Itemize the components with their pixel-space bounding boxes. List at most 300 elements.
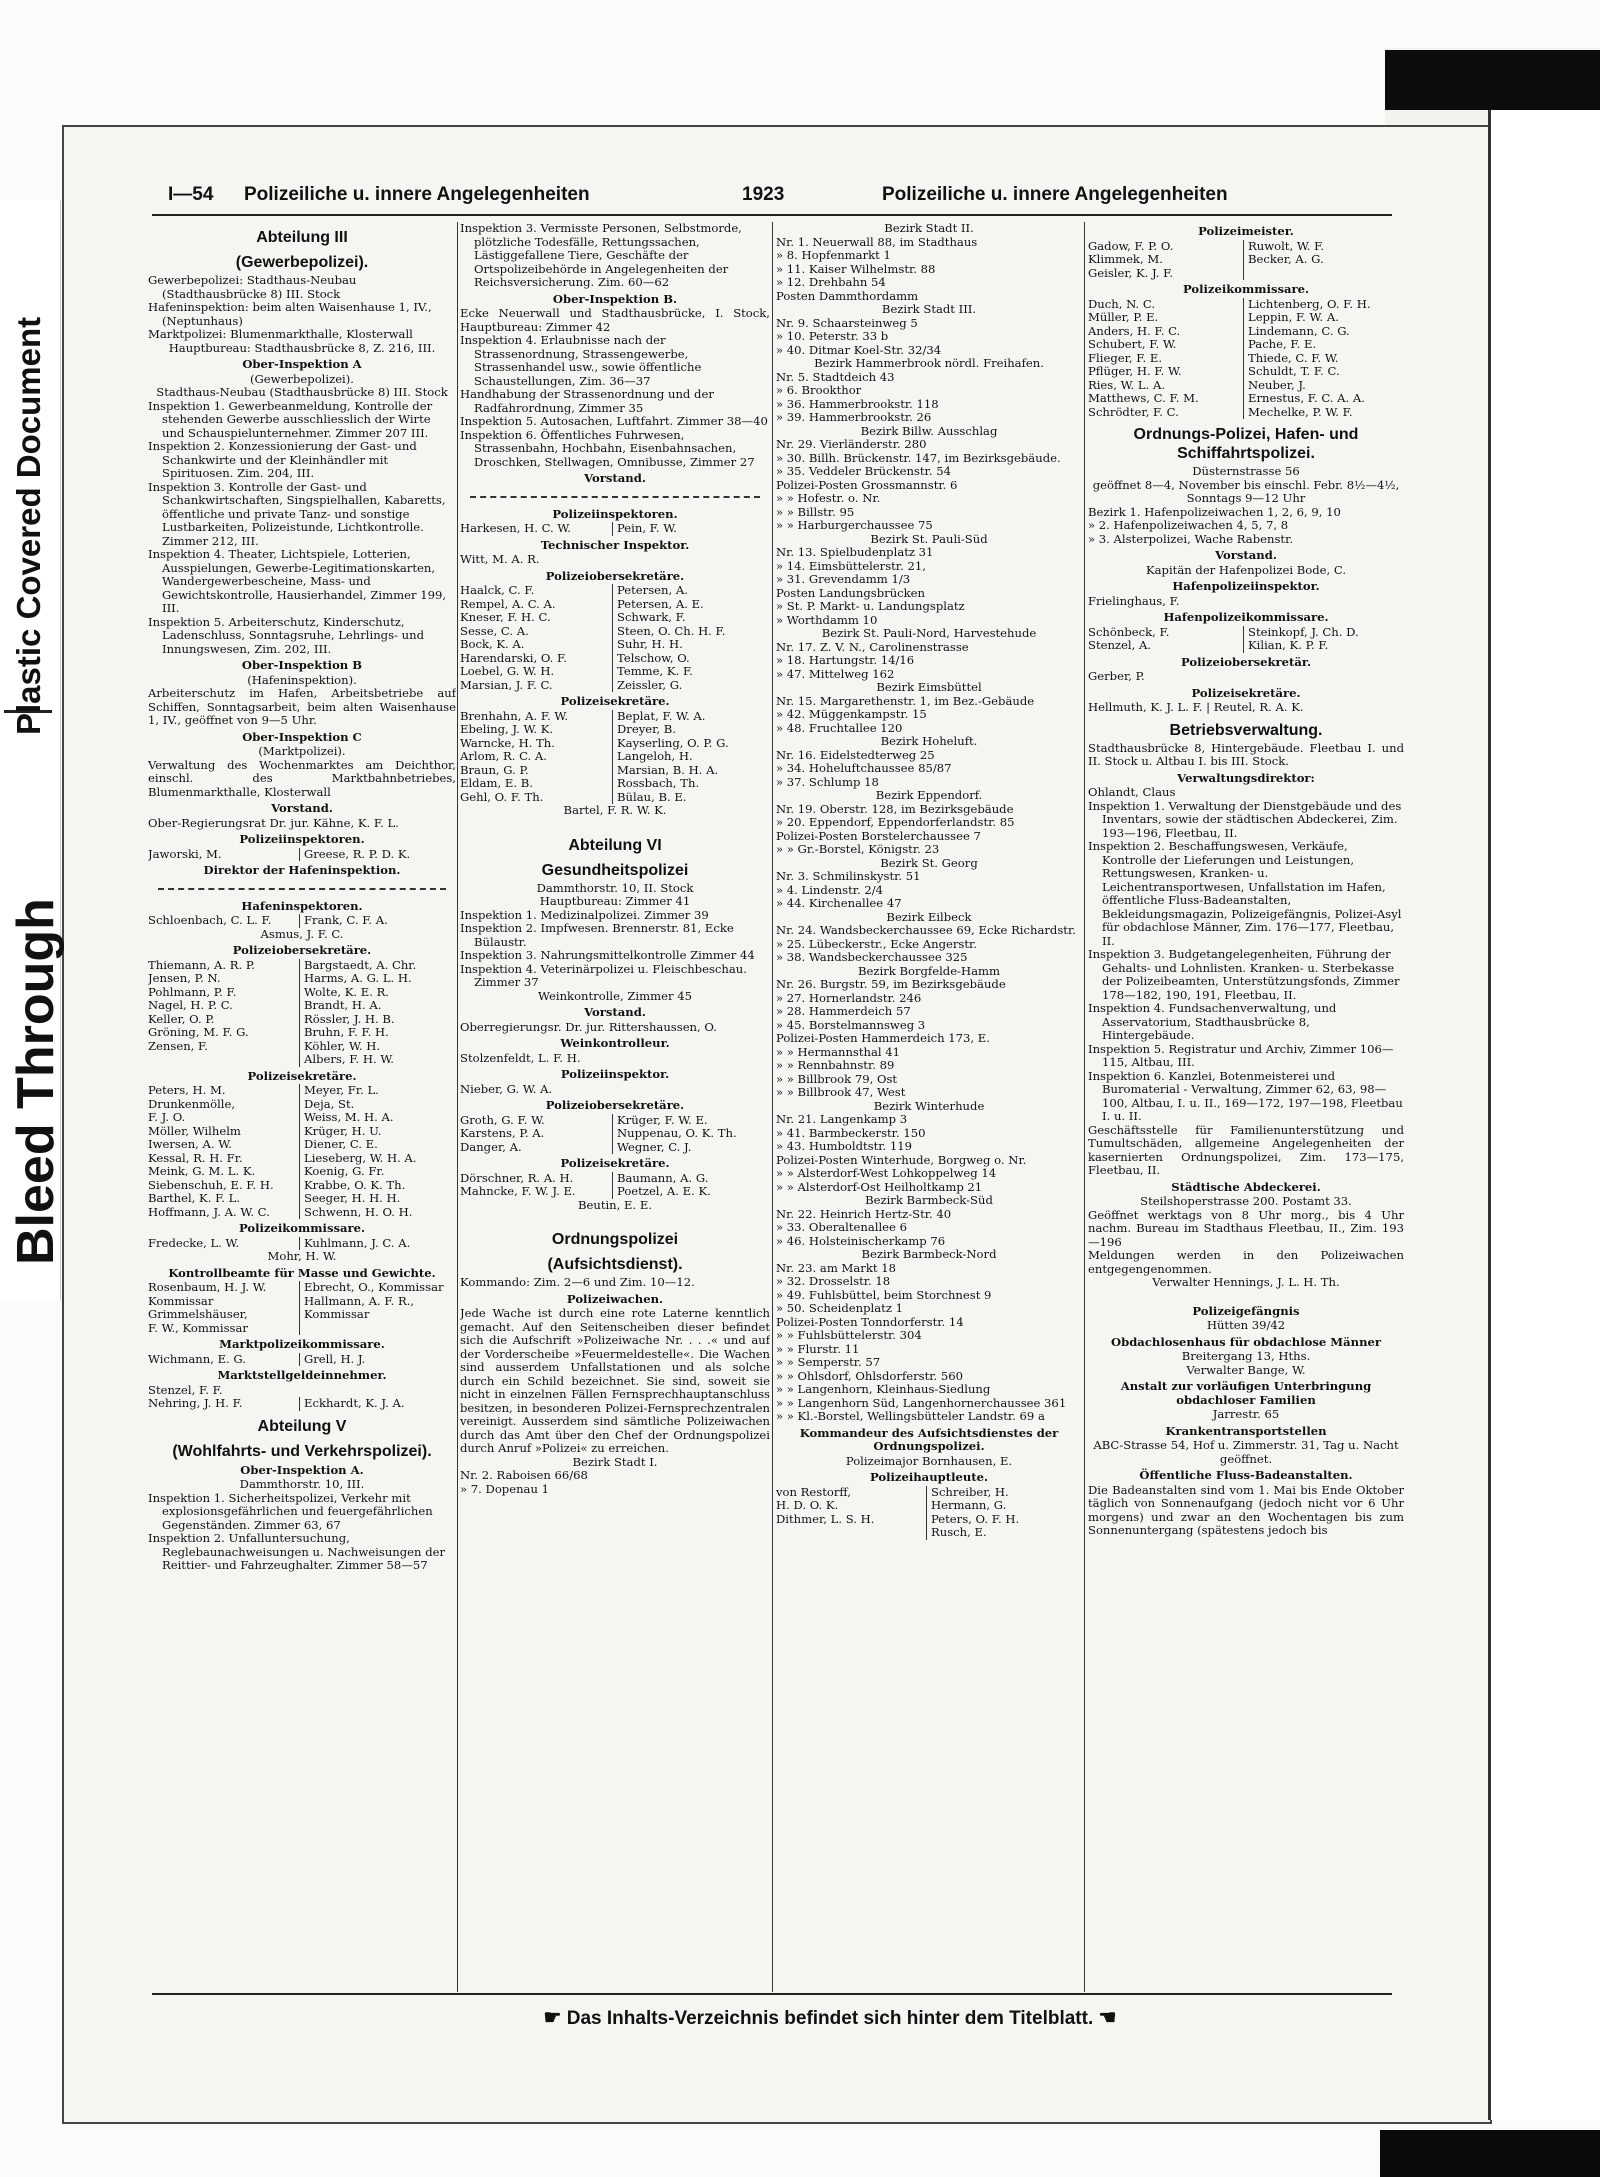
- inspection-entry: Inspektion 2. Impfwesen. Brennerstr. 81, Ecke Bülaustr.: [460, 921, 734, 949]
- inspection-entry: Inspektion 2. Unfalluntersuchung, Reglebaunachweisungen u. Nachweisungen der Reittier- und Fahrzeughalter. Zimmer 58—57: [148, 1531, 446, 1572]
- text-line: » 32. Drosselstr. 18: [776, 1274, 891, 1288]
- name-list-column: [460, 1114, 613, 1155]
- name-entry: Gadow, F. P. O.: [1088, 238, 1174, 253]
- section-heading: Verwaltungsdirektor:: [1177, 770, 1315, 785]
- name-entry: Müller, P. E.: [1088, 310, 1159, 324]
- name-entry: Karstens, P. A.: [460, 1126, 545, 1140]
- section-heading: Technischer Inspektor.: [540, 537, 690, 552]
- section-heading: Städtische Abdeckerei.: [1171, 1179, 1321, 1194]
- section-title: (Aufsichtsdienst).: [547, 1256, 683, 1273]
- name-entry: F. W., Kommissar: [148, 1320, 248, 1335]
- section-heading: Polizeigefängnis: [1192, 1303, 1300, 1318]
- name-entry: Frank, C. F. A.: [304, 913, 388, 927]
- centered-line: Breitergang 13, Hths.: [1181, 1349, 1311, 1363]
- centered-line: Bezirk Eppendorf.: [875, 788, 983, 802]
- name-entry: Danger, A.: [460, 1139, 522, 1154]
- name-entry: Kommissar: [304, 1307, 370, 1321]
- name-list: [148, 848, 456, 862]
- name-entry: Thiede, C. F. W.: [1248, 350, 1339, 365]
- name-entry: Koenig, G. Fr.: [304, 1164, 385, 1178]
- section-heading: Polizeisekretäre.: [560, 1156, 670, 1170]
- section-heading: Polizeiinspektor.: [560, 1067, 670, 1081]
- name-list: [1088, 626, 1404, 653]
- text-line: » 14. Eimsbüttelerstr. 21,: [776, 558, 926, 573]
- column-2: [460, 222, 770, 1992]
- name-entry: Kneser, F. H. C.: [460, 610, 551, 624]
- name-entry: Harkesen, H. C. W.: [460, 521, 571, 535]
- centered-line: Bezirk Stadt I.: [572, 1454, 658, 1469]
- name-entry: Zeissler, G.: [617, 677, 683, 692]
- section-title: Betriebsverwaltung.: [1169, 721, 1323, 739]
- column-1: [148, 222, 456, 1992]
- paragraph: Geöffnet werktags von 8 Uhr morg., bis 4 Uhr nachm. Bureau im Stadthaus Fleetbau, II., Zim. 193—196: [1088, 1207, 1404, 1249]
- name-entry: Rempel, A. C. A.: [460, 596, 556, 611]
- name-list: [148, 1353, 456, 1367]
- name-entry: Greese, R. P. D. K.: [304, 846, 411, 861]
- name-entry: Pache, F. E.: [1248, 337, 1317, 351]
- name-entry: Meyer, Fr. L.: [304, 1083, 379, 1097]
- text-line: » » Hermannsthal 41: [776, 1044, 901, 1059]
- name-entry: Wichmann, E. G.: [148, 1351, 246, 1366]
- paragraph: Die Badeanstalten sind vom 1. Mai bis Ende Oktober täglich von Sonnenaufgang (jedoch nicht vor 6 Uhr morgens) und zwar an den Wochentagen bis zum Sonnenuntergang (spätestens jedoch bis: [1088, 1482, 1404, 1537]
- name-entry: Steinkopf, J. Ch. D.: [1248, 624, 1359, 639]
- name-entry: Brandt, H. A.: [304, 998, 382, 1012]
- text-line: » » Semperstr. 57: [776, 1355, 881, 1369]
- section-heading: Polizeihauptleute.: [869, 1470, 989, 1484]
- name-entry: Langeloh, H.: [617, 749, 693, 763]
- name-entry: Nuppenau, O. K. Th.: [617, 1126, 737, 1140]
- text-line: » » Langenhorn, Kleinhaus-Siedlung: [776, 1382, 991, 1396]
- name-entry: Bargstaedt, A. Chr.: [304, 957, 417, 972]
- section-heading: Polizeikommissare.: [238, 1221, 366, 1235]
- text-line: Nr. 15. Margarethenstr. 1, im Bez.-Gebäude: [776, 693, 1035, 708]
- text-line: » 41. Barmbeckerstr. 150: [776, 1125, 926, 1140]
- name-entry: Baumann, A. G.: [617, 1170, 709, 1185]
- text-line: » » Billstr. 95: [776, 504, 855, 519]
- inspection-entry: Inspektion 1. Medizinalpolizei. Zimmer 39: [460, 907, 709, 922]
- paragraph: Meldungen werden in den Polizeiwachen entgegengenommen.: [1088, 1248, 1404, 1276]
- text-line: » 47. Mittelweg 162: [776, 666, 895, 681]
- inspection-entry: Inspektion 2. Beschaffungswesen, Verkäufe, Kontrolle der Lieferungen und Leistungen, Rettungswesen, Kranken- u. Leichentransportwesen, Unfallstation im Hafen, öffentliche Fluss-Badeanstalten, Bekleidungsmagazin, Polizeigefängnis, Polizei-Asyl für obdachlose Männer, Zim. 176—177, Fleetbau, II.: [1088, 839, 1402, 948]
- section-heading: Polizeiobersekretär.: [1180, 654, 1311, 669]
- text-line: » 27. Hornerlandstr. 246: [776, 990, 922, 1005]
- column-divider: [772, 222, 773, 1992]
- centered-line: Weinkontrolle, Zimmer 45: [538, 988, 692, 1003]
- plastic-covered-label: Plastic Covered Document: [10, 316, 47, 735]
- text-line: » » Kl.-Borstel, Wellingsbütteler Landstr. 69 a: [776, 1409, 1045, 1423]
- inspection-entry: Inspektion 3. Vermisste Personen, Selbstmorde, plötzliche Todesfälle, Rettungssachen, Lästiggefallene Tiere, Geschäfte der Ortspolizeibehörde in Angelegenheiten der Reichsversicherung. Zim. 60—62: [460, 222, 742, 289]
- name-entry: Temme, K. F.: [617, 664, 693, 678]
- section-heading: Polizeiinspektoren.: [239, 832, 365, 846]
- text-line: Polizei-Posten Grossmannstr. 6: [776, 477, 958, 492]
- inspection-entry: Inspektion 2. Konzessionierung der Gast- und Schankwirte und der Kleinhändler mit Spirituosen. Zim. 204, III.: [148, 439, 417, 480]
- text-line: Nr. 17. Z. V. N., Carolinenstrasse: [776, 639, 969, 654]
- centered-line: Bezirk Eimsbüttel: [876, 680, 982, 694]
- centered-line: (Marktpolizei).: [258, 744, 346, 758]
- centered-line: Hauptbureau: Stadthausbrücke 8, Z. 216, III.: [168, 340, 436, 355]
- text-line: » » Hofestr. o. Nr.: [776, 491, 881, 505]
- inspection-entry: Inspektion 4. Fundsachenverwaltung, und Asservatorium, Stadthausbrücke 8, Hintergebäude.: [1088, 1001, 1337, 1042]
- name-entry: Groth, G. F. W.: [460, 1112, 545, 1127]
- section-heading: Obdachlosenhaus für obdachlose Männer: [1111, 1334, 1381, 1349]
- section-title: (Wohlfahrts- und Verkehrspolizei).: [172, 1442, 432, 1460]
- page-footer: [380, 2005, 1280, 2030]
- centered-line: Bezirk Barmbeck-Nord: [861, 1247, 997, 1261]
- name-list: [148, 1237, 456, 1251]
- text-line: Nr. 24. Wandsbeckerchaussee 69, Ecke Richardstr.: [776, 923, 1076, 937]
- section-heading: Krankentransportstellen: [1165, 1423, 1327, 1438]
- name-list-column: [304, 1084, 456, 1219]
- name-entry: Loebel, G. W. H.: [460, 664, 555, 678]
- inspection-entry: Inspektion 5. Registratur und Archiv, Zimmer 106—115, Altbau, III.: [1088, 1041, 1394, 1069]
- name-entry: Zensen, F.: [148, 1038, 208, 1053]
- text-line: Bezirk 1. Hafenpolizeiwachen 1, 2, 6, 9, 10: [1088, 504, 1341, 519]
- header-right-title: Polizeiliche u. innere Angelegenheiten: [882, 184, 1228, 205]
- section-heading: Ober-Inspektion A.: [240, 1462, 364, 1477]
- section-heading: Weinkontrolleur.: [560, 1036, 670, 1050]
- section-heading: Polizeiobersekretäre.: [545, 1098, 685, 1112]
- name-list: [460, 1172, 770, 1199]
- centered-line: Polizeimajor Bornhausen, E.: [845, 1453, 1013, 1468]
- name-list-column: [148, 914, 300, 928]
- text-line: » » Alsterdorf-Ost Heilholtkamp 21: [776, 1179, 983, 1194]
- text-line: Nr. 16. Eidelstedterweg 25: [776, 747, 935, 762]
- centered-line: Verwalter Bange, W.: [1186, 1362, 1306, 1377]
- name-entry: Mechelke, P. W. F.: [1248, 404, 1353, 419]
- name-entry: Pflüger, H. F. W.: [1088, 364, 1182, 378]
- name-entry: Ebeling, J. W. K.: [460, 722, 554, 736]
- text-line: » » Rennbahnstr. 89: [776, 1058, 895, 1072]
- inspection-entry: Inspektion 3. Nahrungsmittelkontrolle Zimmer 44: [460, 948, 755, 962]
- inspection-entry: Inspektion 6. Kanzlei, Botenmeisterei und Buromaterial - Verwaltung, Zimmer 62, 63, 98—100, Altbau, I. u. II., 169—172, 197—198, Fleetbau I. u. II.: [1088, 1068, 1403, 1123]
- centered-line: Bezirk St. Pauli-Süd: [870, 531, 988, 546]
- section-heading: Hafenpolizeiinspektor.: [1172, 579, 1320, 593]
- name-entry: Krüger, H. U.: [304, 1123, 382, 1138]
- name-entry: Gröning, M. F. G.: [148, 1025, 249, 1039]
- name-list-column: [148, 848, 300, 862]
- name-entry: Becker, A. G.: [1248, 252, 1324, 266]
- section-title: Gesundheitspolizei: [541, 861, 689, 879]
- name-list: [148, 1397, 456, 1411]
- name-list-column: [931, 1486, 1082, 1540]
- section-heading: Vorstand.: [584, 471, 646, 485]
- text-line: Nr. 5. Stadtdeich 43: [776, 369, 895, 384]
- name-list: [1088, 240, 1404, 281]
- name-entry: Peters, O. F. H.: [931, 1511, 1020, 1526]
- text-line: » 35. Veddeler Brückenstr. 54: [776, 464, 951, 478]
- name-entry: Bock, K. A.: [460, 637, 525, 651]
- name-entry: Petersen, A. E.: [617, 596, 704, 611]
- name-entry: Ernestus, F. C. A. A.: [1248, 391, 1365, 405]
- section-heading: Marktstellgeldeinnehmer.: [217, 1368, 387, 1382]
- text-line: Frielinghaus, F.: [1088, 593, 1180, 608]
- inspection-entry: Hafeninspektion: beim alten Waisenhause 1, IV., (Neptunhaus): [148, 300, 432, 328]
- text-line: Posten Landungsbrücken: [776, 585, 926, 600]
- text-line: Oberregierungsr. Dr. jur. Rittershaussen, O.: [460, 1019, 717, 1034]
- name-list-column: [617, 1172, 770, 1199]
- name-entry: Pohlmann, P. F.: [148, 984, 237, 999]
- inspection-entry: Inspektion 1. Gewerbeanmeldung, Kontrolle der stehenden Gewerbe ausschliesslich der Wirte und Schauspielunternehmer. Zimmer 207 III.: [148, 398, 433, 440]
- name-entry: Gehl, O. F. Th.: [460, 789, 544, 804]
- name-entry: Anders, H. F. C.: [1088, 323, 1181, 338]
- section-title: Ordnungspolizei: [551, 1231, 679, 1248]
- column-4: [1088, 222, 1404, 1992]
- name-entry: Bruhn, F. F. H.: [304, 1025, 389, 1039]
- inspection-entry: Gewerbepolizei: Stadthaus-Neubau (Stadthausbrücke 8) III. Stock: [148, 273, 357, 301]
- section-heading: Vorstand.: [271, 801, 333, 815]
- name-list-column: [617, 710, 770, 805]
- section-heading: Polizeisekretäre.: [1191, 685, 1301, 700]
- text-line: Polizei-Posten Winterhude, Borgweg o. Nr.: [776, 1152, 1027, 1167]
- centered-line: (Hafeninspektion).: [247, 672, 357, 687]
- centered-line: Bezirk Borgfelde-Hamm: [858, 963, 1000, 978]
- name-entry: Marsian, J. F. C.: [460, 677, 553, 692]
- text-line: » 36. Hammerbrookstr. 118: [776, 396, 939, 411]
- text-line: » 43. Humboldtstr. 119: [776, 1139, 913, 1153]
- name-entry: Flieger, F. E.: [1088, 350, 1162, 365]
- text-line: Stenzel, F. F.: [148, 1382, 223, 1397]
- text-line: Polizei-Posten Borstelerchaussee 7: [776, 828, 981, 843]
- centered-line: Verwalter Hennings, J. L. H. Th.: [1152, 1275, 1340, 1289]
- name-list-column: [617, 584, 770, 692]
- name-entry: Kessal, R. H. Fr.: [148, 1150, 243, 1165]
- name-entry: Lindemann, C. G.: [1248, 323, 1350, 338]
- name-list-column: [304, 1397, 456, 1411]
- section-heading: Öffentliche Fluss-Badeanstalten.: [1139, 1468, 1353, 1482]
- name-entry: Dithmer, L. S. H.: [776, 1511, 875, 1526]
- column-3: [776, 222, 1082, 1992]
- text-line: » St. P. Markt- u. Landungsplatz: [776, 599, 965, 613]
- centered-line: Bezirk Stadt III.: [881, 302, 977, 316]
- section-heading: Polizeiwachen.: [566, 1291, 664, 1306]
- section-heading: Marktpolizeikommissare.: [219, 1337, 385, 1351]
- name-entry: [304, 1322, 454, 1336]
- section-heading: Ober-Inspektion C: [242, 729, 362, 744]
- text-line: » 3. Alsterpolizei, Wache Rabenstr.: [1088, 531, 1294, 546]
- centered-line: Dammthorstr. 10, III.: [239, 1477, 365, 1491]
- name-entry: Jaworski, M.: [148, 846, 222, 861]
- name-entry: Geisler, K. J. F.: [1088, 265, 1174, 280]
- text-line: » 40. Ditmar Koel-Str. 32/34: [776, 342, 942, 357]
- name-entry: Weiss, M. H. A.: [304, 1110, 394, 1124]
- name-entry: Stenzel, A.: [1088, 638, 1152, 652]
- name-entry: Eldam, E. B.: [460, 776, 533, 790]
- pointing-hand-left-icon: ☚: [1098, 2007, 1117, 2029]
- text-line: Nr. 2. Raboisen 66/68: [460, 1468, 588, 1482]
- name-entry: Wolte, K. E. R.: [304, 984, 389, 999]
- name-list: [776, 1486, 1082, 1540]
- section-heading: Direktor der Hafeninspektion.: [203, 863, 401, 877]
- section-heading: Polizeikommissare.: [1182, 282, 1310, 296]
- name-list-column: [148, 1237, 300, 1251]
- centered-line: Jarrestr. 65: [1212, 1407, 1280, 1421]
- text-line: » 50. Scheidenplatz 1: [776, 1301, 903, 1315]
- name-entry: Dörschner, R. A. H.: [460, 1170, 574, 1185]
- text-line: » 33. Oberaltenallee 6: [776, 1220, 907, 1234]
- inspection-entry: Inspektion 4. Veterinärpolizei u. Fleischbeschau. Zimmer 37: [460, 961, 747, 989]
- text-line: » » Billbrook 79, Ost: [776, 1071, 898, 1086]
- page-number: I—54: [168, 184, 214, 205]
- name-entry: Lieseberg, W. H. A.: [304, 1150, 417, 1165]
- column-divider: [1084, 222, 1085, 1992]
- bleed-through-label: Bleed Through: [7, 898, 65, 1265]
- name-list-column: [1248, 626, 1404, 653]
- name-list-column: [776, 1486, 927, 1540]
- centered-line: (Gewerbepolizei).: [250, 371, 354, 386]
- name-list-column: [1088, 626, 1244, 653]
- name-list-column: [304, 1237, 456, 1251]
- name-entry: Wegner, C. J.: [617, 1139, 692, 1154]
- name-entry: Harendarski, O. F.: [460, 650, 567, 665]
- name-list-column: [304, 848, 456, 862]
- paragraph: Geschäftsstelle für Familienunterstützung und Tumultschäden, allgemeine Angelegenheiten der kasernierten Ordnungspolizei, Zim. 173—175, Fleetbau, II.: [1088, 1122, 1404, 1177]
- name-entry: Neuber, J.: [1248, 377, 1306, 392]
- centered-line: Steilshoperstrasse 200. Postamt 33.: [1140, 1194, 1352, 1208]
- name-list-column: [304, 1353, 456, 1367]
- section-heading: Ober-Inspektion B: [241, 658, 363, 672]
- text-line: » 18. Hartungstr. 14/16: [776, 653, 915, 667]
- text-line: » 6. Brookthor: [776, 383, 862, 397]
- text-line: » 37. Schlump 18: [776, 774, 879, 789]
- name-entry: Arlom, R. C. A.: [460, 749, 547, 763]
- centered-line: Bezirk Stadt II.: [884, 222, 974, 235]
- centered-line: Bezirk Hammerbrook nördl. Freihafen.: [814, 356, 1044, 370]
- text-line: Nr. 22. Heinrich Hertz-Str. 40: [776, 1206, 952, 1221]
- name-list-column: [1088, 298, 1244, 420]
- text-line: » 44. Kirchenallee 47: [776, 896, 902, 910]
- section-title: Abteilung V: [257, 1417, 347, 1435]
- header-rule: [152, 214, 1392, 216]
- text-line: » 28. Hammerdeich 57: [776, 1004, 911, 1018]
- name-entry: Rusch, E.: [931, 1525, 987, 1539]
- name-entry: Kuhlmann, J. C. A.: [304, 1235, 411, 1250]
- name-entry: Siebenschuh, E. F. H.: [148, 1177, 274, 1192]
- name-entry: Seeger, H. H. H.: [304, 1191, 401, 1205]
- name-entry: Keller, O. P.: [148, 1011, 215, 1026]
- name-entry: Lichtenberg, O. F. H.: [1248, 296, 1371, 311]
- name-entry: Dreyer, B.: [617, 722, 676, 736]
- name-entry: Poetzel, A. E. K.: [617, 1184, 711, 1198]
- footer-note: Das Inhalts-Verzeichnis befindet sich hinter dem Titelblatt.: [566, 2008, 1094, 2029]
- name-entry: Nagel, H. P. C.: [148, 998, 233, 1012]
- column-divider: [457, 222, 458, 1992]
- section-heading: Hafeninspektoren.: [241, 898, 363, 913]
- name-entry: Fredecke, L. W.: [148, 1235, 240, 1250]
- text-line: » 11. Kaiser Wilhelmstr. 88: [776, 261, 936, 276]
- text-line: Hellmuth, K. J. L. F. | Reutel, R. A. K.: [1088, 700, 1304, 714]
- text-line: » 39. Hammerbrookstr. 26: [776, 410, 932, 424]
- facing-page-shadow: [1488, 110, 1600, 2120]
- text-line: » 45. Borstelmannsweg 3: [776, 1017, 926, 1032]
- text-line: Nr. 21. Langenkamp 3: [776, 1112, 908, 1126]
- header-year: 1923: [742, 184, 785, 205]
- inspection-entry: Inspektion 5. Autosachen, Luftfahrt. Zimmer 38—40: [460, 414, 768, 428]
- spacer: [460, 818, 770, 830]
- name-list: [1088, 298, 1404, 420]
- text-line: Ohlandt, Claus: [1088, 785, 1176, 799]
- text-line: » 42. Müggenkampstr. 15: [776, 707, 927, 721]
- text-line: » » Harburgerchaussee 75: [776, 518, 933, 532]
- text-line: Polizei-Posten Tonndorferstr. 14: [776, 1314, 964, 1329]
- text-line: » » Billbrook 47, West: [776, 1085, 906, 1099]
- text-line: Posten Dammthordamm: [776, 288, 919, 303]
- name-list-column: [148, 1353, 300, 1367]
- name-entry: Schuldt, T. F. C.: [1248, 364, 1340, 378]
- text-line: Ober-Regierungsrat Dr. jur. Kähne, K. F. L.: [148, 815, 399, 830]
- name-entry: Krabbe, O. K. Th.: [304, 1177, 406, 1192]
- name-entry: Krüger, F. W. E.: [617, 1112, 708, 1127]
- name-entry: Marsian, B. H. A.: [617, 762, 719, 777]
- name-entry: von Restorff,: [776, 1484, 851, 1499]
- text-line: » 46. Holsteinischerkamp 76: [776, 1233, 946, 1248]
- name-list-column: [148, 1084, 300, 1219]
- text-line: » » Fuhlsbüttelerstr. 304: [776, 1328, 922, 1342]
- name-entry: Suhr, H. H.: [617, 637, 683, 651]
- scan-border-bottom: [1380, 2130, 1600, 2177]
- centered-line: Dammthorstr. 10, II. Stock: [536, 880, 694, 895]
- text-line: Nr. 29. Vierländerstr. 280: [776, 437, 927, 451]
- name-entry: Schreiber, H.: [931, 1484, 1009, 1499]
- section-heading: Polizeiobersekretäre.: [545, 568, 685, 583]
- text-line: » » Alsterdorf-West Lohkoppelweg 14: [776, 1166, 997, 1180]
- name-list-column: [148, 1281, 300, 1335]
- text-line: Witt, M. A. R.: [460, 552, 540, 566]
- text-line: Nr. 3. Schmilinskystr. 51: [776, 869, 921, 883]
- pointing-hand-right-icon: ☛: [543, 2007, 562, 2029]
- centered-line: Beutin, E. E.: [577, 1197, 653, 1212]
- name-entry: Kayserling, O. P. G.: [617, 735, 729, 750]
- inspection-entry: Inspektion 3. Budgetangelegenheiten, Führung der Gehalts- und Lohnlisten. Kranken- u. Sterbekasse der Polizeibeamten, Unterstützungsfonds, Zimmer 178—182, 190, 191, Fleetbau, II.: [1088, 947, 1400, 1002]
- name-list-column: [460, 584, 613, 692]
- name-entry: Warncke, H. Th.: [460, 735, 555, 750]
- name-entry: F. J. O.: [148, 1110, 186, 1124]
- name-list-column: [304, 1281, 456, 1335]
- name-entry: Telschow, O.: [617, 650, 690, 665]
- section-heading: Polizeiinspektoren.: [552, 506, 678, 521]
- name-list-column: [460, 710, 613, 805]
- centered-line: Kapitän der Hafenpolizei Bode, C.: [1145, 562, 1347, 577]
- name-entry: Drunkenmölle,: [148, 1096, 236, 1111]
- text-line: Nr. 23. am Markt 18: [776, 1260, 896, 1275]
- name-list-column: [1248, 298, 1404, 420]
- text-line: » 38. Wandsbeckerchaussee 325: [776, 950, 968, 964]
- section-heading: Ober-Inspektion A: [242, 357, 362, 371]
- name-entry: Bülau, B. E.: [617, 789, 687, 804]
- text-line: » 8. Hopfenmarkt 1: [776, 248, 891, 262]
- name-entry: Grimmelshäuser,: [148, 1307, 248, 1321]
- text-line: » 25. Lübeckerstr., Ecke Angerstr.: [776, 936, 977, 951]
- section-heading: Kontrollbeamte für Masse und Gewichte.: [168, 1265, 436, 1280]
- section-title: (Gewerbepolizei).: [235, 254, 369, 271]
- section-heading: Polizeiobersekretäre.: [232, 943, 372, 957]
- text-line: Gerber, P.: [1088, 669, 1145, 683]
- text-line: » 4. Lindenstr. 2/4: [776, 882, 884, 897]
- name-entry: Köhler, W. H.: [304, 1038, 381, 1053]
- name-entry: Ruwolt, W. F.: [1248, 238, 1325, 253]
- inspection-entry: Inspektion 5. Arbeiterschutz, Kinderschutz, Ladenschluss, Sonntagsruhe, Lehrlings- und Innungswesen, Zim. 202, III.: [148, 614, 425, 656]
- name-entry: Schwenn, H. O. H.: [304, 1204, 413, 1219]
- text-line: Nieber, G. W. A.: [460, 1081, 553, 1096]
- name-entry: Schloenbach, C. L. F.: [148, 913, 272, 927]
- name-entry: Thiemann, A. R. P.: [148, 957, 255, 972]
- name-entry: Rosenbaum, H. J. W.: [148, 1280, 267, 1294]
- name-entry: Kilian, K. P. F.: [1248, 638, 1329, 652]
- section-heading: Polizeisekretäre.: [560, 694, 670, 708]
- name-entry: Petersen, A.: [617, 583, 688, 597]
- name-entry: Ebrecht, O., Kommissar: [304, 1280, 444, 1294]
- text-line: » » Flurstr. 11: [776, 1341, 860, 1356]
- name-entry: Schubert, F. W.: [1088, 337, 1177, 351]
